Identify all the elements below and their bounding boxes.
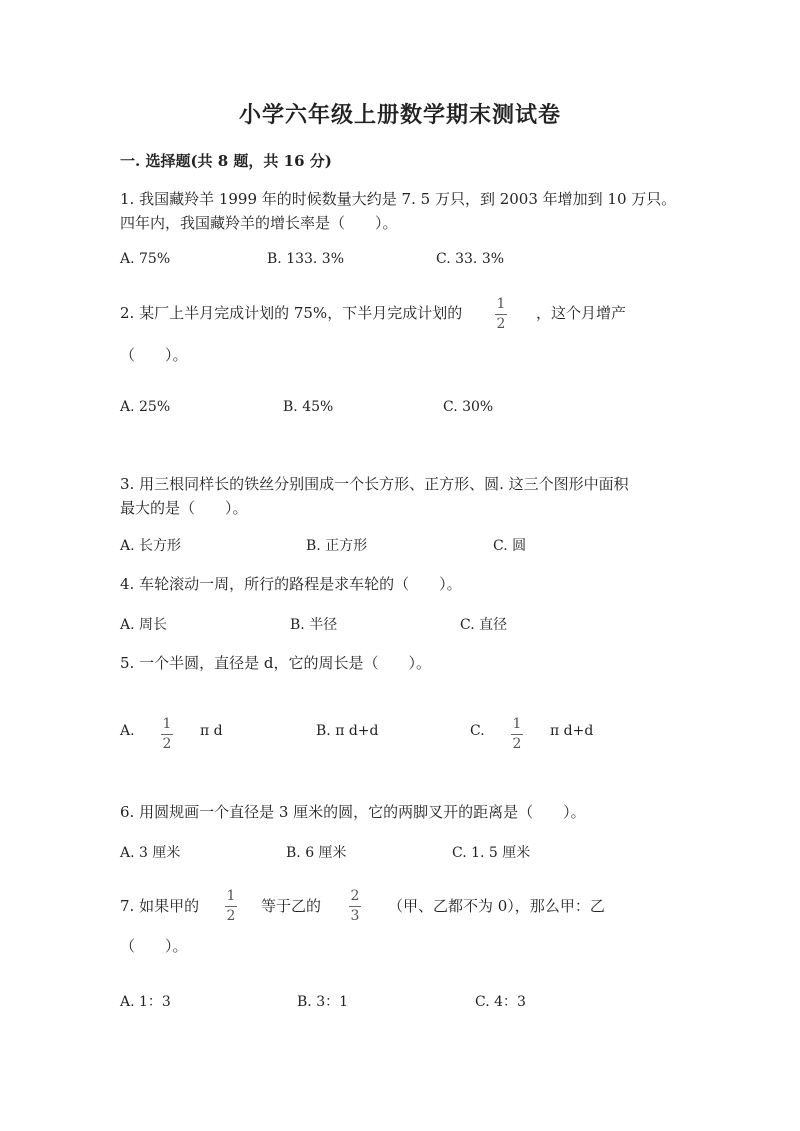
- fraction-denominator: 3: [350, 908, 360, 924]
- question-7-fraction-2: [349, 889, 361, 924]
- question-7-text: 7. 如果甲的: [120, 897, 200, 915]
- question-3-option-a: A. 长方形: [120, 538, 182, 554]
- question-7-fraction-1: [225, 889, 237, 924]
- question-6-option-b: B. 6 厘米: [286, 845, 347, 861]
- question-3-option-b: B. 正方形: [306, 538, 368, 554]
- fraction-denominator: 2: [162, 736, 172, 752]
- question-4-text: 4. 车轮滚动一周，所行的路程是求车轮的（ ）。: [120, 575, 462, 593]
- question-2-text-end: ，这个月增产: [536, 304, 627, 322]
- question-1-line-1: 1. 我国藏羚羊 1999 年的时候数量大约是 7. 5 万只，到 2003 年增加到 10 万只。: [120, 190, 677, 208]
- fraction-bar: [161, 734, 173, 735]
- question-2-line-2: （ ）。: [120, 346, 188, 364]
- question-2-option-c: C. 30%: [443, 399, 494, 415]
- question-5-option-c-tail: π d+d: [550, 723, 594, 739]
- question-1-option-c: C. 33. 3%: [436, 251, 505, 267]
- fraction-numerator: 1: [226, 888, 236, 904]
- question-2-option-a: A. 25%: [120, 399, 171, 415]
- page-title: 小学六年级上册数学期末测试卷: [238, 102, 561, 128]
- question-4-option-a: A. 周长: [120, 617, 168, 633]
- question-7-option-a: A. 1：3: [120, 994, 171, 1010]
- question-4-option-b: B. 半径: [290, 617, 338, 633]
- question-5-text: 5. 一个半圆，直径是 d，它的周长是（ ）。: [120, 654, 431, 672]
- question-7-option-c: C. 4：3: [475, 994, 526, 1010]
- question-2-text: 2. 某厂上半月完成计划的 75%，下半月完成计划的: [120, 304, 463, 322]
- fraction-numerator: 1: [512, 716, 522, 732]
- question-7-line-2: （ ）。: [120, 937, 188, 955]
- question-4-option-c: C. 直径: [460, 617, 508, 633]
- question-2-option-b: B. 45%: [283, 399, 334, 415]
- question-1-option-a: A. 75%: [120, 251, 171, 267]
- question-6-text: 6. 用圆规画一个直径是 3 厘米的圆，它的两脚叉开的距离是（ ）。: [120, 803, 586, 821]
- fraction-denominator: 2: [512, 736, 522, 752]
- question-3-option-c: C. 圆: [493, 538, 527, 554]
- question-7-option-b: B. 3：1: [297, 994, 349, 1010]
- fraction-numerator: 2: [350, 888, 360, 904]
- fraction-numerator: 1: [496, 296, 506, 312]
- fraction-bar: [511, 734, 523, 735]
- fraction-denominator: 2: [496, 316, 506, 332]
- fraction-denominator: 2: [226, 908, 236, 924]
- question-3-line-2: 最大的是（ ）。: [120, 499, 248, 517]
- question-5-option-c-fraction: [511, 717, 523, 752]
- question-5-option-a-label: A.: [120, 723, 135, 739]
- question-5-option-a-tail: π d: [200, 723, 223, 739]
- question-6-option-c: C. 1. 5 厘米: [452, 845, 531, 861]
- question-1-line-2: 四年内，我国藏羚羊的增长率是（ ）。: [120, 214, 398, 232]
- question-5-option-a-fraction: [161, 717, 173, 752]
- fraction-bar: [225, 906, 237, 907]
- question-5-option-c-label: C.: [470, 723, 485, 739]
- section-heading: 一. 选择题(共 8 题，共 16 分): [120, 152, 332, 170]
- fraction-bar: [495, 314, 507, 315]
- question-7-text-middle: 等于乙的: [261, 897, 322, 915]
- question-5-option-b: B. π d+d: [316, 723, 379, 739]
- question-3-line-1: 3. 用三根同样长的铁丝分别围成一个长方形、正方形、圆. 这三个图形中面积: [120, 475, 629, 493]
- question-6-option-a: A. 3 厘米: [120, 845, 181, 861]
- fraction-numerator: 1: [162, 716, 172, 732]
- question-7-text-end: （甲、乙都不为 0），那么甲：乙: [388, 897, 605, 915]
- question-1-option-b: B. 133. 3%: [267, 251, 345, 267]
- fraction-bar: [349, 906, 361, 907]
- question-2-fraction: [495, 297, 507, 332]
